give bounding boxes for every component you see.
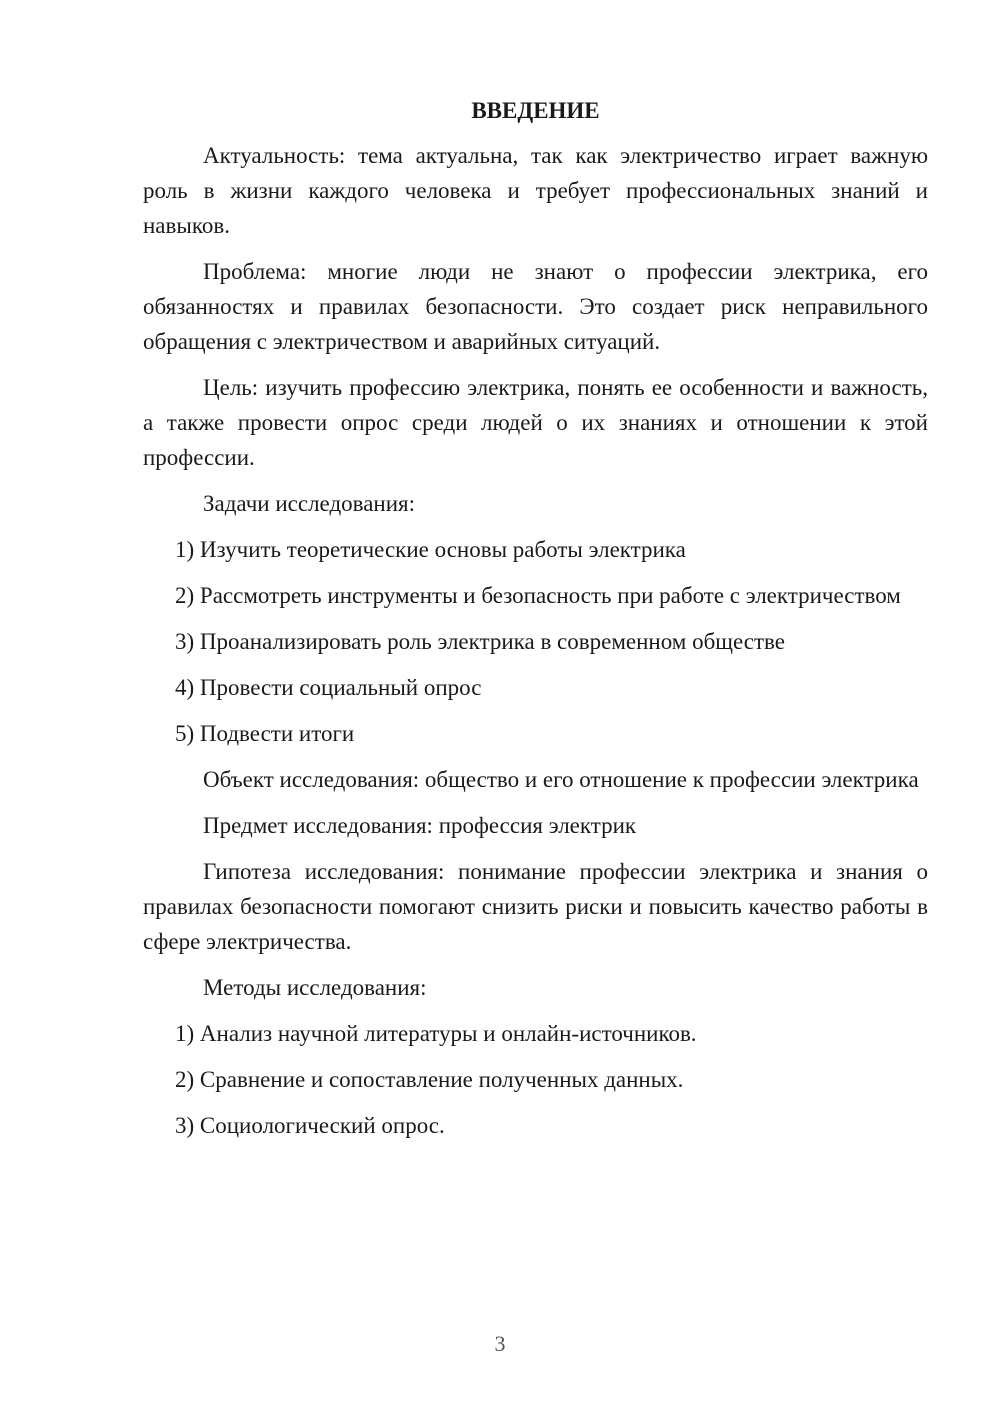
task-item: 4) Провести социальный опрос — [175, 675, 482, 700]
method-item: 2) Сравнение и сопоставление полученных данных. — [175, 1067, 684, 1092]
task-item: 1) Изучить теоретические основы работы электрика — [175, 537, 686, 562]
tasks-title: Задачи исследования: — [203, 491, 416, 516]
problem-paragraph: Проблема: многие люди не знают о профессии электрика, его обязанностях и правилах безопасности. Это создает риск неправильного обращения с электричеством и аварийных ситуаций. — [143, 259, 928, 354]
task-item: 2) Рассмотреть инструменты и безопасность при работе с электричеством — [175, 583, 901, 608]
relevance-paragraph: Актуальность: тема актуальна, так как электричество играет важную роль в жизни каждого человека и требует профессиональных знаний и навыков. — [143, 143, 928, 238]
object-paragraph: Объект исследования: общество и его отношение к профессии электрика — [203, 767, 919, 792]
method-item: 3) Социологический опрос. — [175, 1113, 445, 1138]
hypothesis-paragraph: Гипотеза исследования: понимание профессии электрика и знания о правилах безопасности помогают снизить риски и повысить качество работы в сфере электричества. — [143, 859, 928, 954]
methods-title: Методы исследования: — [203, 975, 427, 1000]
page-number: 3 — [494, 1331, 506, 1356]
subject-paragraph: Предмет исследования: профессия электрик — [203, 813, 637, 838]
section-heading: ВВЕДЕНИЕ — [471, 98, 600, 123]
task-item: 3) Проанализировать роль электрика в современном обществе — [175, 629, 785, 654]
goal-paragraph: Цель: изучить профессию электрика, понять ее особенности и важность, а также провести опрос среди людей о их знаниях и отношении к этой профессии. — [143, 375, 928, 470]
task-item: 5) Подвести итоги — [175, 721, 355, 746]
method-item: 1) Анализ научной литературы и онлайн-источников. — [175, 1021, 697, 1046]
document-page — [143, 93, 928, 1154]
